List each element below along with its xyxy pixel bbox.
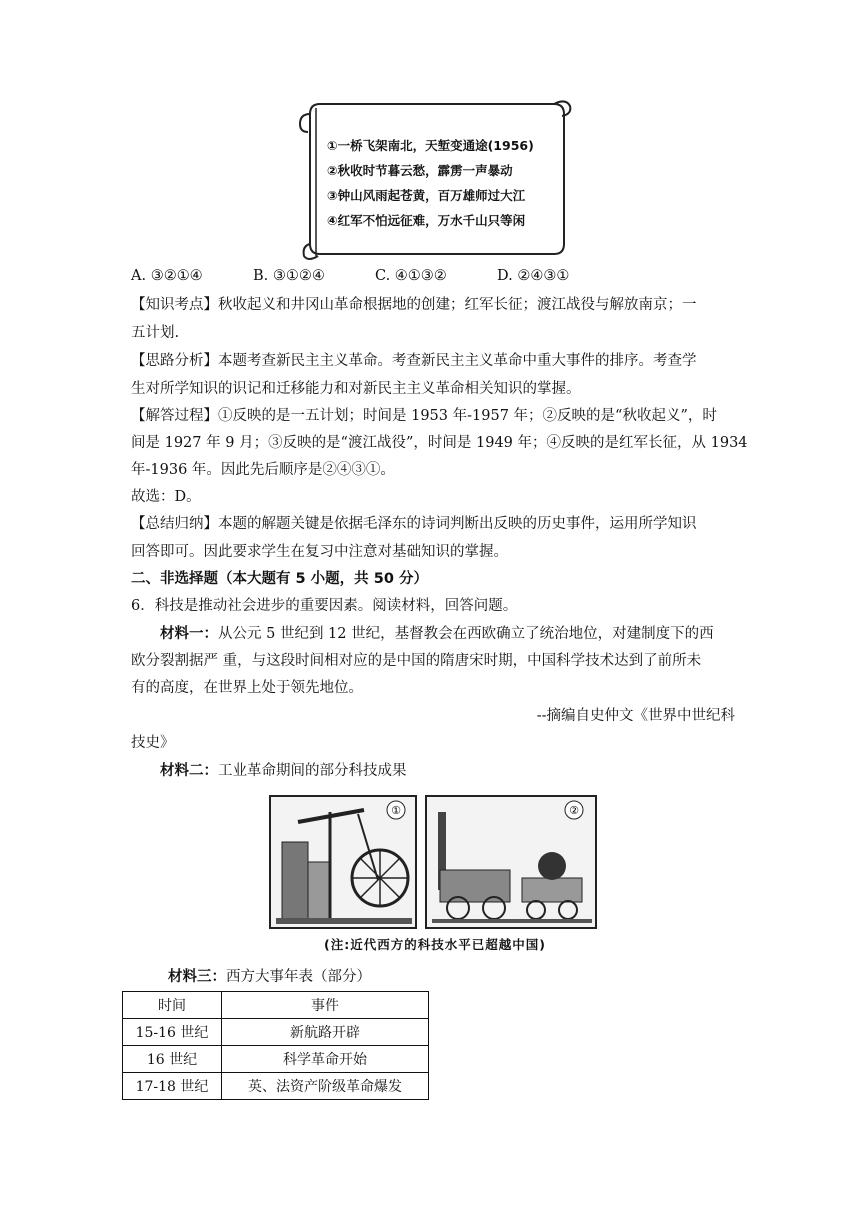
knowledge-points-line-1: 【知识考点】秋收起义和井冈山革命根据地的创建；红军长征；渡江战役与解放南京；一 (131, 297, 697, 313)
table-cell-time: 15-16 世纪 (123, 1019, 222, 1046)
option-d: D. ②④③① (497, 268, 570, 284)
figure-label-1: ① (391, 804, 401, 817)
solution-line-3: 年-1936 年。因此先后顺序是②④③①。 (131, 462, 395, 478)
table-cell-time: 16 世纪 (123, 1046, 222, 1073)
summary-line-1: 【总结归纳】本题的解题关键是依据毛泽东的诗词判断出反映的历史事件，运用所学知识 (131, 516, 697, 532)
material-1-text-1: 从公元 5 世纪到 12 世纪，基督教会在西欧确立了统治地位，对建制度下的西 (218, 626, 714, 642)
solution-line-2: 间是 1927 年 9 月；③反映的是“渡江战役”，时间是 1949 年；④反映的是红军长征，从 1934 (131, 435, 748, 451)
poem-line-1: ①一桥飞架南北，天堑变通途(1956) (327, 138, 534, 153)
material-2-label: 材料二： (160, 763, 218, 779)
poem-line-2: ②秋收时节暮云愁，霹雳一声暴动 (327, 163, 513, 178)
question-6: 6．科技是推动社会进步的重要因素。阅读材料，回答问题。 (131, 598, 518, 614)
table-cell-time: 17-18 世纪 (123, 1073, 222, 1100)
table-header-time: 时间 (123, 992, 222, 1019)
material-1-line-3: 有的高度，在世界上处于领先地位。 (131, 680, 363, 696)
figure-caption: (注:近代西方的科技水平已超越中国) (324, 937, 546, 952)
solution-line-1: 【解答过程】①反映的是一五计划；时间是 1953 年-1957 年；②反映的是“秋收起义”，时 (131, 408, 717, 424)
table-row (123, 1073, 429, 1100)
material-1-line-1 (160, 623, 740, 645)
knowledge-points-line-2: 五计划. (131, 325, 180, 341)
table-cell-event: 新航路开辟 (222, 1019, 429, 1046)
material-1-source-1: --摘编自史仲文《世界中世纪科 (536, 708, 735, 724)
material-3-label: 材料三： (168, 969, 226, 985)
tender-wagon (522, 878, 582, 902)
table-header-event: 事件 (222, 992, 429, 1019)
material-3-text: 西方大事年表（部分） (226, 969, 371, 985)
steam-engine-cylinder (308, 862, 330, 920)
industrial-revolution-illustration (268, 792, 598, 932)
table-cell-event: 科学革命开始 (222, 1046, 429, 1073)
table-cell-event: 英、法资产阶级革命爆发 (222, 1073, 429, 1100)
summary-line-2: 回答即可。因此要求学生在复习中注意对基础知识的掌握。 (131, 544, 508, 560)
reasoning-line-1: 【思路分析】本题考查新民主主义革命。考查新民主主义革命中重大事件的排序。考查学 (131, 353, 697, 369)
locomotive-boiler (440, 870, 510, 902)
material-1-line-2: 欧分裂割据严 重，与这段时间相对应的是中国的隋唐宋时期，中国科学技术达到了前所未 (131, 653, 702, 669)
poem-line-4: ④红军不怕远征难，万水千山只等闲 (327, 213, 526, 228)
table-row (123, 1046, 429, 1073)
material-2-line (160, 760, 740, 782)
steam-engine-boiler (282, 842, 308, 920)
table-row (123, 1019, 429, 1046)
material-3-line (168, 966, 728, 988)
option-a: A. ③②①④ (131, 268, 203, 284)
table-header-row (123, 992, 429, 1019)
events-table (122, 991, 429, 1100)
figure-label-2: ② (569, 804, 579, 817)
material-1-label: 材料一： (160, 626, 218, 642)
option-b: B. ③①②④ (253, 268, 325, 284)
poem-line-3: ③钟山风雨起苍黄，百万雄师过大江 (327, 188, 526, 203)
material-2-text: 工业革命期间的部分科技成果 (218, 763, 407, 779)
reasoning-line-2: 生对所学知识的识记和迁移能力和对新民主主义革命相关知识的掌握。 (131, 381, 581, 397)
section-heading: 二、非选择题（本大题有 5 小题，共 50 分） (131, 571, 428, 587)
material-1-source-2: 技史》 (131, 735, 175, 751)
option-c: C. ④①③② (375, 268, 447, 284)
answer-line: 故选：D。 (131, 489, 201, 505)
water-barrel (538, 852, 566, 880)
